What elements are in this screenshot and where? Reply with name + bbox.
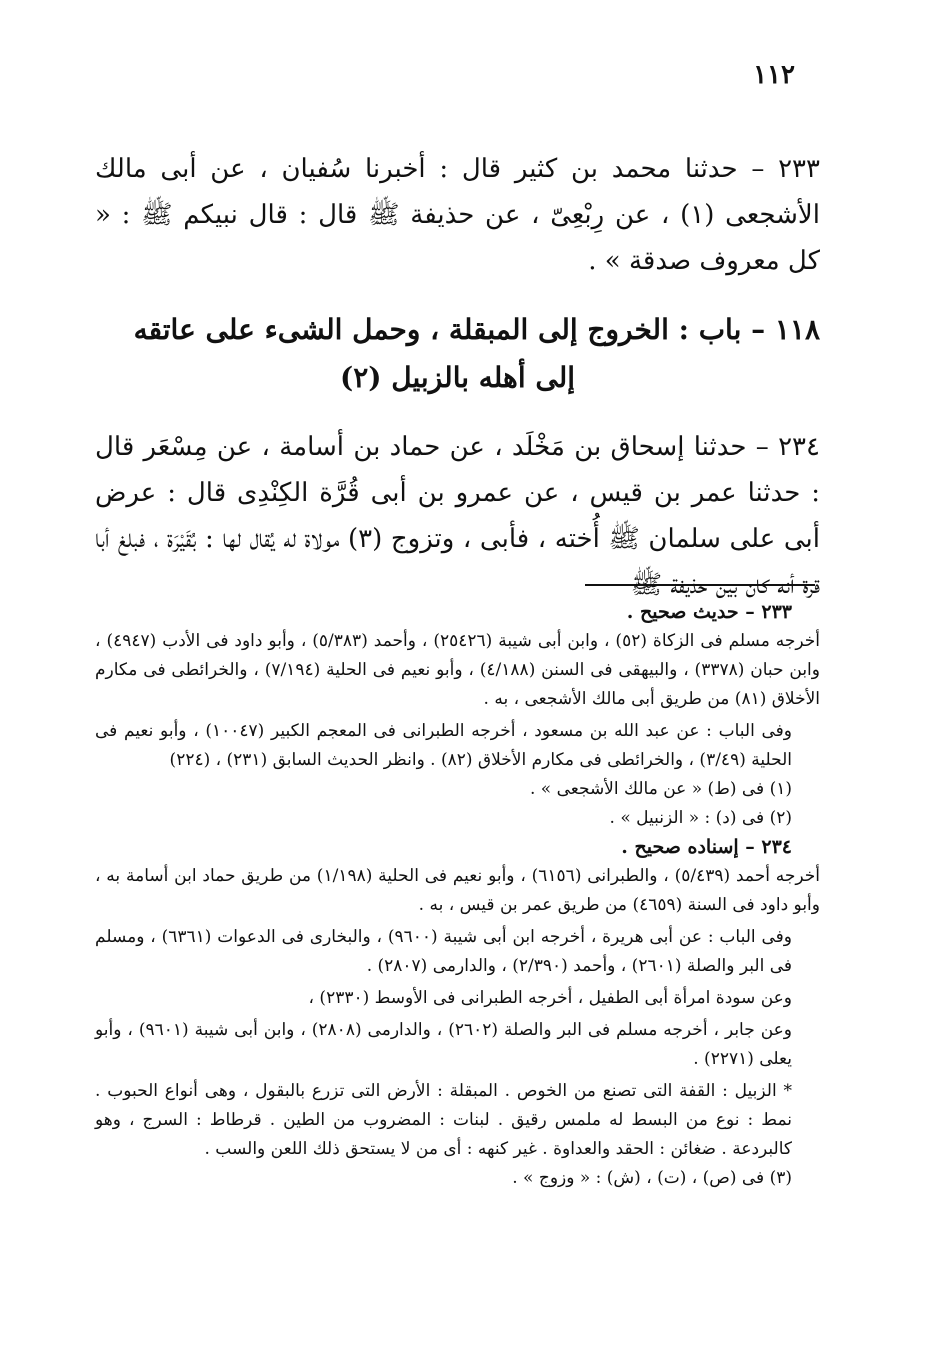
footnote-paragraph: (١) فى (ط) « عن مالك الأشجعى » .: [529, 779, 792, 799]
footnote-paragraph: (٢) فى (د) : « الزنبيل » .: [609, 808, 792, 828]
hadith-233-text: ٢٣٣ – حدثنا محمد بن كثير قال : أخبرنا سُفيان ، عن أبى مالك الأشجعى (١) ، عن رِبْعِىّ ، عن حذيفة ﷺ قال : قال نبيكم ﷺ : « كل معروف صدقة » .: [95, 154, 820, 276]
hadith-234-text: ٢٣٤ – حدثنا إسحاق بن مَخْلَد ، عن حماد بن أسامة ، عن مِسْعَر قال : حدثنا عمر بن قيس ، عن عمرو بن أبى قُرَّة الكِنْدِى قال : عرض أبى على سلمان ﷺ أُخته ، فأبى ، وتزوج (٣) مولاة له يُقال لها : بُقَيْرَة ، فبلغ أبا قرة أنه كان بين حذيفة ﷺ: [95, 432, 820, 600]
chapter-heading: [95, 306, 820, 402]
footnotes: [95, 598, 820, 1193]
footnote-paragraph: أخرجه أحمد (٥/٤٣٩) ، والطبرانى (٦١٥٦) ، وأبو نعيم فى الحلية (١/١٩٨) من طريق حماد ابن أسامة به ، وأبو داود فى السنة (٤٦٥٩) من طريق عمر بن قيس ، به .: [95, 866, 820, 915]
footnote-separator: [585, 584, 815, 586]
footnote-paragraph: ٢٣٤ – إسناده صحيح .: [621, 836, 792, 858]
footnote-paragraph: وفى الباب : عن عبد الله بن مسعود ، أخرجه الطبرانى فى المعجم الكبير (١٠٠٤٧) ، وأبو نعيم فى الحلية (٣/٤٩) ، والخرائطى فى مكارم الأخلاق (٨٢) . وانظر الحديث السابق (٢٣١) ، (٢٢٤): [95, 721, 793, 770]
chapter-heading-line-1: ١١٨ – باب : الخروج إلى المبقلة ، وحمل الشىء على عاتقه: [133, 313, 820, 346]
footnote-paragraph: وفى الباب : عن أبى هريرة ، أخرجه ابن أبى شيبة (٩٦٠٠) ، والبخارى فى الدعوات (٦٣٦١) ، ومسلم فى البر والصلة (٢٦٠١) ، وأحمد (٢/٣٩٠) ، والدارمى (٢٨٠٧) .: [95, 927, 792, 976]
hadith-233: [95, 146, 820, 284]
footnote-paragraph: وعن سودة امرأة أبى الطفيل ، أخرجه الطبرانى فى الأوسط (٢٣٣٠) ،: [308, 988, 792, 1008]
footnote-paragraph: * الزبيل : القفة التى تصنع من الخوص . المبقلة : الأرض التى تزرع بالبقول ، وهى أنواع الحبوب . نمط : نوع من البسط له ملمس رقيق . لبنات : المضروب من الطين . قرطاط : السرج ، وهو كالبردعة . ضغائن : الحقد والعداوة . غير كنهه : أى من لا يستحق ذلك اللعن والسب .: [95, 1081, 792, 1159]
page-number: ١١٢: [753, 60, 795, 90]
footnote-paragraph: ٢٣٣ – حديث صحيح .: [626, 601, 792, 623]
chapter-heading-line-2: إلى أهله بالزبيل (٢): [339, 361, 575, 394]
hadith-234: [95, 424, 820, 608]
footnote-paragraph: وعن جابر ، أخرجه مسلم فى البر والصلة (٢٦٠٢) ، والدارمى (٢٨٠٨) ، وابن أبى شيبة (٩٦٠١) ، وأبو يعلى (٢٢٧١) .: [95, 1020, 792, 1069]
footnote-paragraph: (٣) فى (ص) ، (ت) ، (ش) : « وزوج » .: [512, 1168, 792, 1188]
footnote-paragraph: أخرجه مسلم فى الزكاة (٥٢) ، وابن أبى شيبة (٢٥٤٢٦) ، وأحمد (٥/٣٨٣) ، وأبو داود فى الأدب (٤٩٤٧) ، وابن حبان (٣٣٧٨) ، والبيهقى فى السنن (٤/١٨٨) ، وأبو نعيم فى الحلية (٧/١٩٤) ، والخرائطى فى مكارم الأخلاق (٨١) من طريق أبى مالك الأشجعى ، به .: [95, 631, 820, 709]
